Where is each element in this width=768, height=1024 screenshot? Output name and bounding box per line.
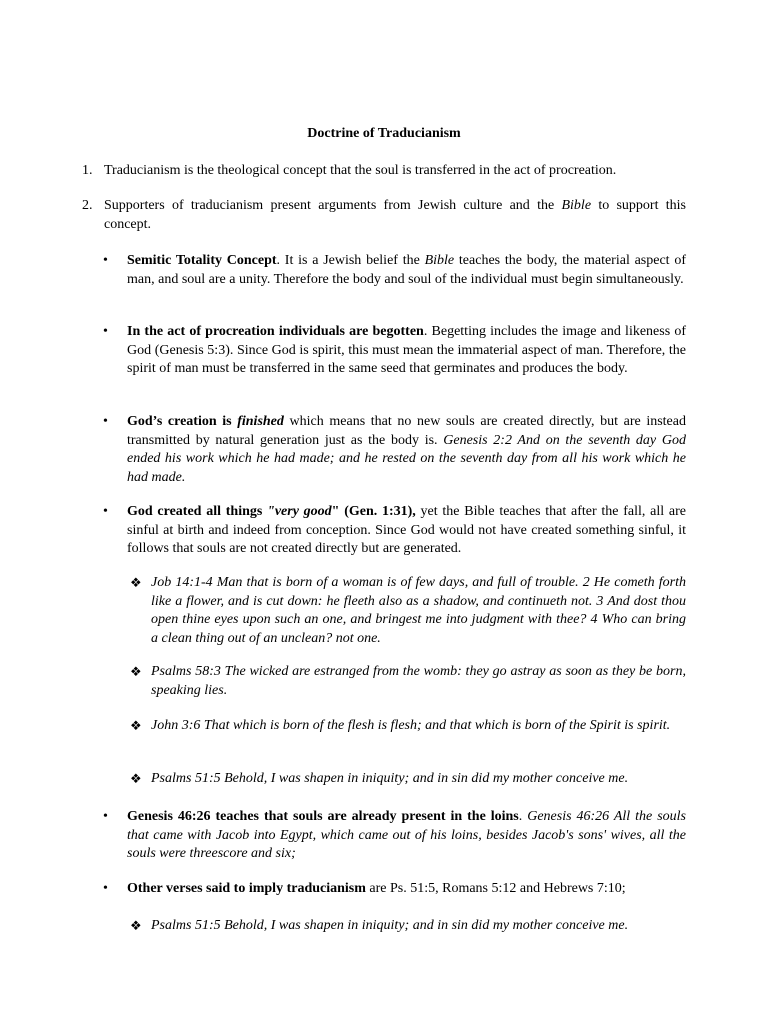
verse-item [151, 717, 686, 736]
scripture-quote: Job 14:1-4 Man that is born of a woman is of few days, and full of trouble. 2 He cometh forth like a flower, and is cut down: he fleeth also as a shadow, and continueth not. 3 And dost thou open thine eyes upon such an one, and bringest me into judgment with thee? 4 Who can bring a clean thing out of an unclean? not one. [151, 575, 686, 646]
scripture-quote: Genesis 2:2 And on the seventh day God ended his work which he had made; and he rested on the seventh day from all his work which he had made. [127, 432, 686, 485]
verse-item [151, 770, 686, 789]
bullet-text: are Ps. 51:5, Romans 5:12 and Hebrews 7:10; [365, 881, 626, 896]
bullet-icon: • [103, 504, 108, 519]
diamond-bullet-icon: ❖ [130, 664, 142, 679]
bullet-text: . It is a Jewish belief the [276, 253, 425, 268]
scripture-quote: Psalms 58:3 The wicked are estranged from the womb: they go astray as soon as they be born, speaking lies. [151, 664, 686, 698]
verse-item [151, 574, 686, 648]
bullet-heading: " (Gen. 1:31), [331, 504, 416, 519]
diamond-bullet-icon: ❖ [130, 771, 142, 786]
scripture-quote: Psalms 51:5 Behold, I was shapen in iniquity; and in sin did my mother conceive me. [151, 771, 629, 786]
diamond-bullet-icon: ❖ [130, 575, 142, 590]
bullet-paragraph [127, 808, 686, 864]
emphasis-text: finished [237, 414, 284, 429]
bullet-heading: Other verses said to imply traducianism [127, 881, 366, 896]
numbered-paragraph [104, 197, 686, 234]
emphasis-text: Bible [424, 253, 455, 268]
diamond-bullet-icon: ❖ [130, 718, 142, 733]
verse-item [151, 917, 686, 936]
bullet-paragraph [127, 323, 686, 379]
paragraph-text: to support this concept. [104, 198, 686, 232]
bullet-paragraph [127, 252, 686, 289]
emphasis-text: Bible [561, 198, 592, 213]
bullet-paragraph [127, 413, 686, 487]
bullet-icon: • [103, 809, 108, 824]
diamond-bullet-icon: ❖ [130, 918, 142, 933]
item-number: 1. [82, 163, 93, 178]
bullet-icon: • [103, 881, 108, 896]
paragraph-text: Supporters of traducianism present arguments from Jewish culture and the [104, 198, 562, 213]
bullet-heading: Genesis 46:26 teaches that souls are already present in the loins [127, 809, 519, 824]
bullet-icon: • [103, 414, 108, 429]
item-number: 2. [82, 198, 93, 213]
bullet-heading: God’s creation is [127, 414, 238, 429]
bullet-heading: Semitic Totality Concept [127, 253, 277, 268]
scripture-quote: Psalms 51:5 Behold, I was shapen in iniquity; and in sin did my mother conceive me. [151, 918, 629, 933]
verse-item [151, 663, 686, 700]
bullet-paragraph [127, 503, 686, 559]
bullet-heading: God created all things [127, 504, 268, 519]
bullet-text: . [518, 809, 528, 824]
bullet-text: . Begetting includes the image and likeness of God (Genesis 5:3). Since God is spirit, this must mean the immaterial aspect of man. Therefore, the spirit of man must be transferred in the same seed that germinates and produces the body. [127, 324, 686, 376]
bullet-paragraph [127, 880, 686, 899]
bullet-heading: In the act of procreation individuals are begotten [127, 324, 424, 339]
bullet-text: teaches the body, the material aspect of man, and soul are a unity. Therefore the body and soul of the individual must begin simultaneously. [127, 253, 687, 287]
bullet-icon: • [103, 253, 108, 268]
bullet-icon: • [103, 324, 108, 339]
scripture-quote: Genesis 46:26 All the souls that came with Jacob into Egypt, which came out of his loins, besides Jacob's sons' wives, all the souls were threescore and six; [127, 809, 686, 861]
numbered-paragraph [104, 162, 686, 181]
bullet-text: yet the Bible teaches that after the fall, all are sinful at birth and indeed from conception. Since God would not have created something sinful, it follows that souls are not created directly but are generated. [127, 504, 686, 556]
document-title: Doctrine of Traducianism [307, 126, 461, 141]
bullet-text: which means that no new souls are created directly, but are instead transmitted by natural generation just as the body is. [127, 414, 686, 448]
scripture-quote: John 3:6 That which is born of the flesh is flesh; and that which is born of the Spirit is spirit. [151, 718, 671, 733]
emphasis-text: "very good [267, 504, 332, 519]
paragraph-text: Traducianism is the theological concept that the soul is transferred in the act of procreation. [104, 163, 617, 178]
